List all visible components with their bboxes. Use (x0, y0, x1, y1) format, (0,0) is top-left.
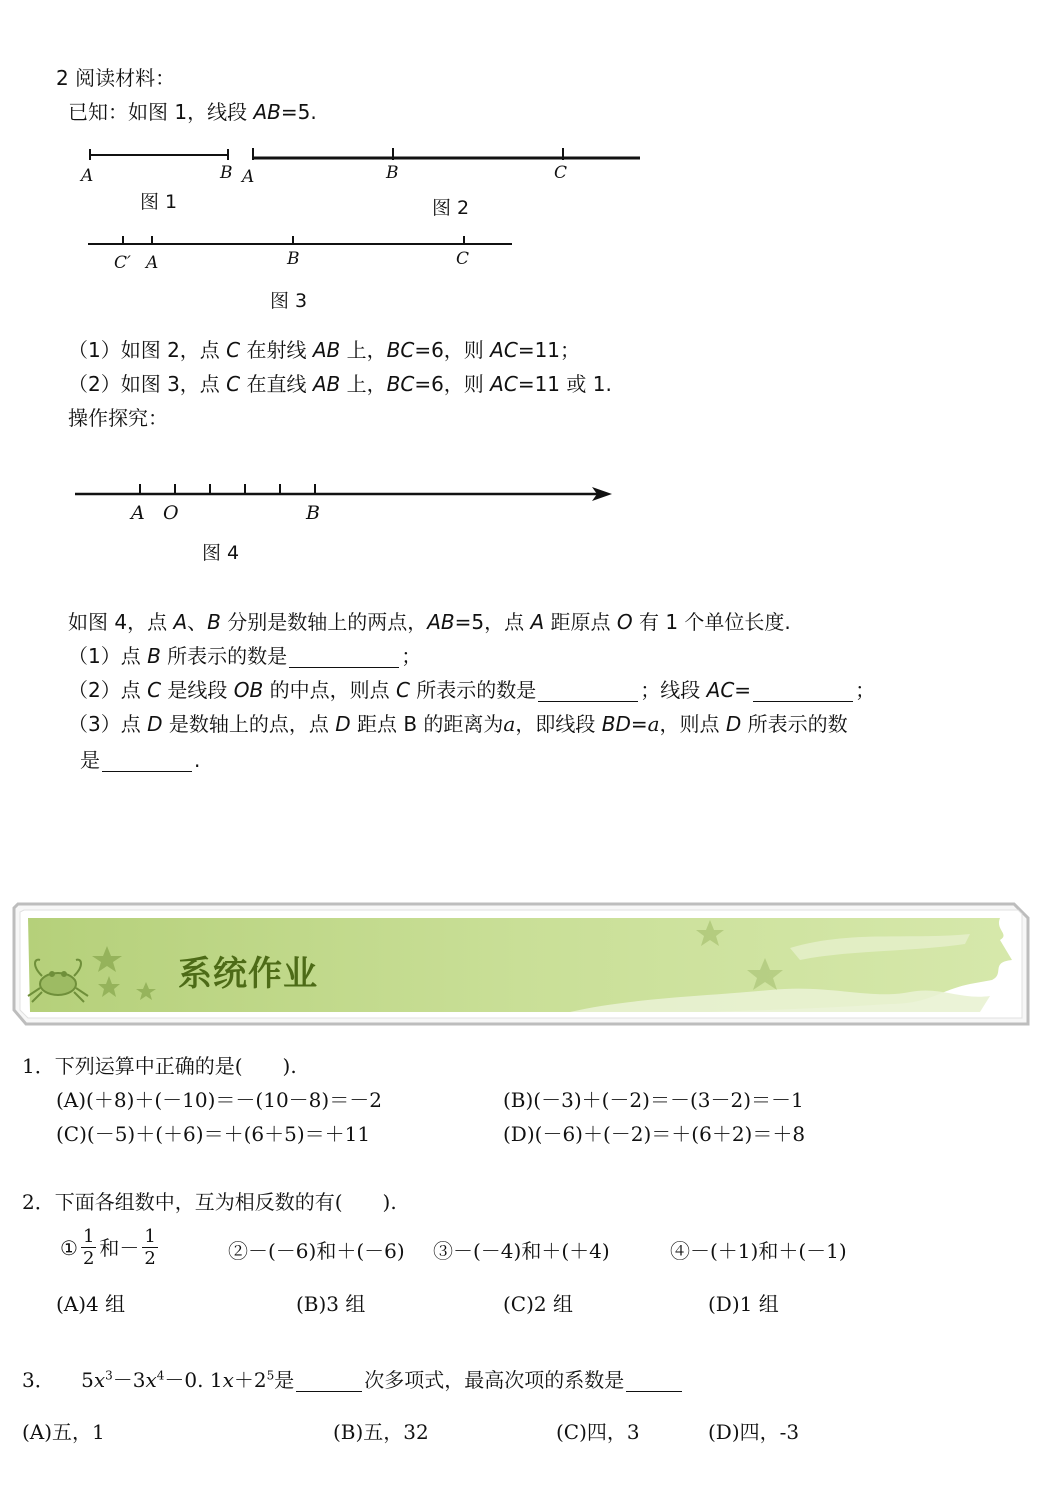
reading-q1-text: 在射线 (240, 338, 313, 362)
explore-var: D (335, 712, 351, 736)
reading-q2-text: =6，则 (414, 372, 491, 396)
explore-text: （3）点 (68, 712, 148, 736)
fig3-label-c-prime: C′ (114, 253, 131, 273)
given-ab: AB (253, 100, 281, 124)
fraction-den: 2 (82, 1248, 95, 1269)
reading-q2-ab: AB (312, 372, 341, 396)
figure-2-ray (240, 148, 640, 187)
hw-q1-option-d: (D)(－6)＋(－2)＝＋(6＋2)＝＋8 (503, 1122, 806, 1146)
fig3-label-c: C (456, 249, 470, 269)
fig4-label-b: B (306, 502, 320, 524)
answer-blank[interactable] (102, 751, 192, 772)
section-banner (10, 900, 1034, 1030)
reading-q2-text: （2）如图 3，点 (68, 372, 227, 396)
fig1-caption: 图 1 (140, 191, 178, 213)
explore-text: ，即线段 (515, 712, 602, 736)
reading-q2-text: =11 或 1. (517, 372, 612, 396)
explore-text: 所表示的数是 (160, 644, 288, 668)
explore-var: AC= (706, 678, 752, 702)
q3-term: 是 (274, 1368, 295, 1392)
reading-q2-bc: BC (386, 372, 415, 396)
explore-text: ； (855, 678, 876, 702)
fraction (142, 1226, 157, 1269)
fig4-caption: 图 4 (202, 542, 240, 564)
hw-q2-option-d: (D)1 组 (708, 1292, 779, 1316)
explore-var: O (616, 610, 633, 634)
fig1-label-a: A (81, 166, 94, 186)
explore-text: 是 (80, 748, 100, 772)
hw-q2-group-1 (60, 1226, 161, 1269)
explore-var: C (395, 678, 410, 702)
q3-term: 次多项式，最高次项的系数是 (364, 1368, 625, 1392)
explore-text: =5，点 (454, 610, 531, 634)
reading-q1-text: =11； (517, 338, 581, 362)
group-text: 和－ (99, 1235, 140, 1260)
q3-var: x (145, 1368, 157, 1392)
fraction (81, 1226, 96, 1269)
explore-text: 距点 B 的距离为 (350, 712, 504, 736)
explore-text: ，则点 (659, 712, 726, 736)
reading-q2 (68, 372, 612, 396)
fig3-label-a: A (146, 253, 159, 273)
explore-text: 的中点，则点 (263, 678, 396, 702)
q3-var: x (222, 1368, 234, 1392)
group-mark: ① (60, 1235, 78, 1260)
q3-exp: 4 (156, 1368, 165, 1383)
fraction-den: 2 (144, 1248, 156, 1269)
explore-var: A (173, 610, 188, 634)
section-title: 系统作业 (178, 954, 318, 994)
reading-q1-ac: AC (490, 338, 518, 362)
explore-var: a (503, 712, 516, 736)
reading-q1-bc: BC (386, 338, 415, 362)
explore-var: B (147, 644, 161, 668)
explore-text: 是数轴上的点，点 (162, 712, 336, 736)
figure-4-number-line (68, 478, 628, 528)
explore-text: 距原点 (544, 610, 617, 634)
reading-q2-text: 上， (340, 372, 387, 396)
explore-q2 (68, 678, 875, 702)
reading-q1-text: 上， (340, 338, 387, 362)
q3-num: 3． (22, 1368, 55, 1392)
explore-var: D (725, 712, 742, 736)
hw-q2-option-b: (B)3 组 (296, 1292, 366, 1316)
reading-q1-text: （1）如图 2，点 (68, 338, 227, 362)
fig2-label-c: C (554, 163, 568, 183)
given-prefix: 已知：如图 1，线段 (68, 100, 254, 124)
q3-term: ＋2 (233, 1368, 267, 1392)
given-suffix: =5. (280, 100, 317, 124)
answer-blank[interactable] (538, 681, 638, 702)
hw-q1-option-c: (C)(－5)＋(＋6)＝＋(6＋5)＝＋11 (56, 1122, 371, 1146)
explore-text: . (194, 748, 201, 772)
hw-q3-option-d: (D)四，-3 (708, 1420, 800, 1444)
hw-q3-option-a: (A)五，1 (22, 1420, 105, 1444)
explore-q1 (68, 644, 421, 668)
reading-q1 (68, 338, 580, 362)
explore-text: 有 1 个单位长度. (632, 610, 791, 634)
figure-3 (80, 228, 520, 278)
explore-var: D (147, 712, 163, 736)
hw-q2-option-a: (A)4 组 (56, 1292, 126, 1316)
hw-q1-option-a: (A)(＋8)＋(－10)＝－(10－8)＝－2 (56, 1088, 382, 1112)
explore-text: （1）点 (68, 644, 148, 668)
hw-q2-group-3: ③－(－4)和＋(＋4) (433, 1239, 610, 1263)
explore-var: C (147, 678, 162, 702)
explore-text: 所表示的数 (741, 712, 848, 736)
answer-blank[interactable] (626, 1371, 682, 1392)
q3-term: 5 (81, 1368, 94, 1392)
explore-q3 (68, 712, 848, 736)
explore-var: A (530, 610, 545, 634)
answer-blank[interactable] (296, 1371, 362, 1392)
fig2-caption: 图 2 (432, 197, 470, 219)
reading-q2-text: 在直线 (240, 372, 313, 396)
q3-term: －0. 1 (164, 1368, 223, 1392)
reading-q1-c: C (226, 338, 241, 362)
explore-text: ； (401, 644, 422, 668)
hw-q2-group-2: ②－(－6)和＋(－6) (228, 1239, 405, 1263)
explore-var: B (207, 610, 221, 634)
explore-text: ；线段 (640, 678, 707, 702)
explore-var: BD= (601, 712, 648, 736)
fig3-label-b: B (287, 249, 300, 269)
q3-exp: 5 (266, 1368, 275, 1383)
q3-term: －3 (112, 1368, 146, 1392)
fig1-label-b: B (220, 163, 233, 183)
explore-text: 所表示的数是 (409, 678, 537, 702)
explore-heading: 操作探究： (68, 406, 168, 430)
explore-intro (68, 610, 791, 634)
reading-q2-ac: AC (490, 372, 518, 396)
explore-var: AB (427, 610, 455, 634)
explore-text: 如图 4，点 (68, 610, 174, 634)
reading-q2-c: C (226, 372, 241, 396)
explore-text: 是线段 (161, 678, 234, 702)
answer-blank[interactable] (289, 647, 399, 668)
hw-q1-option-b: (B)(－3)＋(－2)＝－(3－2)＝－1 (503, 1088, 804, 1112)
hw-q2-stem: 2．下面各组数中，互为相反数的有( ). (22, 1190, 397, 1214)
reading-heading: 2 阅读材料： (56, 66, 176, 90)
explore-text: 、 (187, 610, 208, 634)
hw-q3-stem (22, 1368, 684, 1392)
given-line (68, 100, 317, 124)
hw-q2-group-4: ④－(＋1)和＋(－1) (670, 1239, 847, 1263)
figure-1-segment (79, 149, 233, 186)
hw-q3-option-c: (C)四，3 (556, 1420, 640, 1444)
explore-text: （2）点 (68, 678, 148, 702)
fraction-num: 1 (144, 1226, 156, 1247)
explore-var: OB (233, 678, 264, 702)
fraction-num: 1 (82, 1226, 95, 1247)
fig3-caption: 图 3 (270, 290, 308, 312)
fig4-label-o: O (163, 502, 179, 524)
fig4-label-a: A (131, 502, 145, 524)
q3-var: x (93, 1368, 106, 1392)
explore-text: 分别是数轴上的两点， (220, 610, 428, 634)
fig2-label-a: A (242, 167, 255, 187)
explore-var: a (647, 712, 660, 736)
hw-q1-stem: 1．下列运算中正确的是( ). (22, 1054, 297, 1078)
q3-exp: 3 (105, 1368, 113, 1383)
explore-q3-line2 (80, 748, 200, 772)
hw-q2-option-c: (C)2 组 (503, 1292, 573, 1316)
answer-blank[interactable] (753, 681, 853, 702)
reading-q1-text: =6，则 (414, 338, 491, 362)
reading-q1-ab: AB (312, 338, 341, 362)
fig2-label-b: B (386, 163, 399, 183)
hw-q3-option-b: (B)五，32 (333, 1420, 429, 1444)
